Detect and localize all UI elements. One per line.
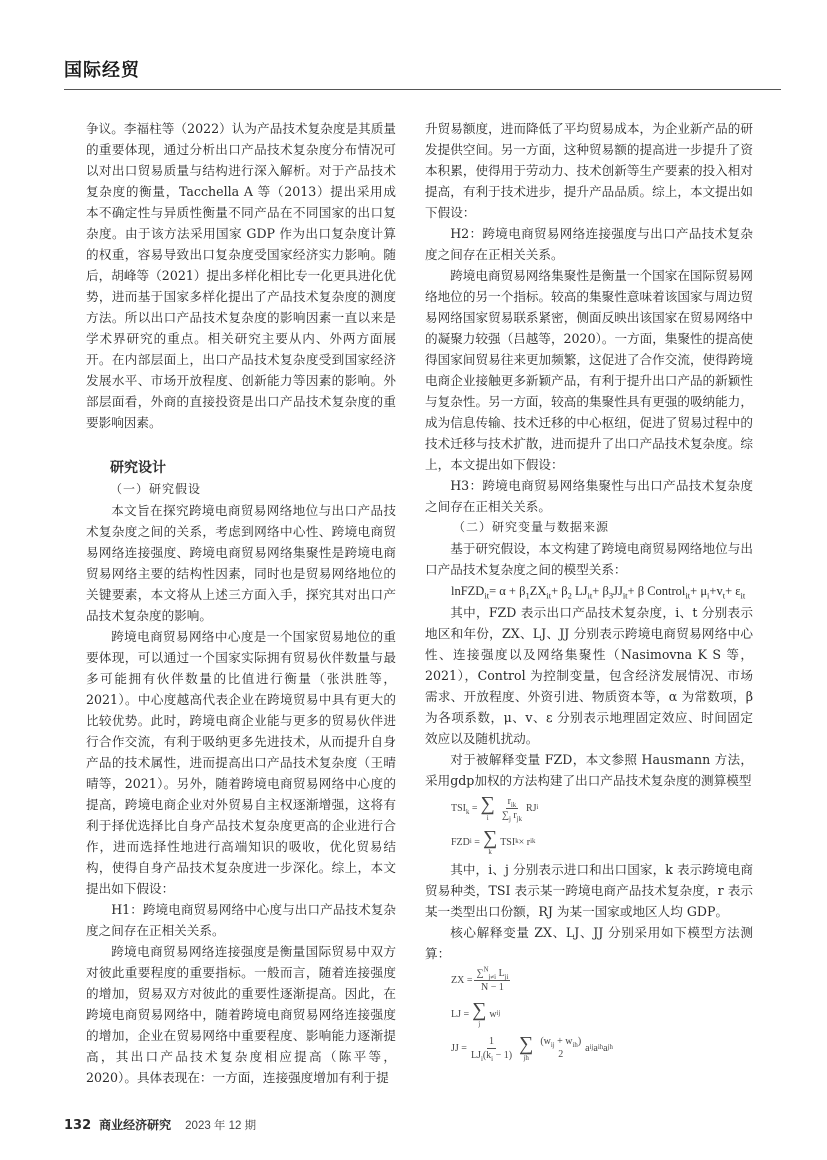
sum-symbol: ∑ k (482, 827, 498, 856)
zx-equation: ZX = $\frac{\sum^N_{j\ne i} L_{ji}}{N - 1}$ (451, 966, 509, 993)
left-column (86, 118, 396, 1088)
equation-term: = α + β (489, 584, 526, 598)
subsection-heading: （一）研究假设 (110, 482, 202, 496)
equation-subscript: it (546, 590, 552, 601)
equation-subscript: it (685, 590, 691, 601)
right-column (425, 118, 753, 1065)
paragraph: 升贸易额度，进而降低了平均贸易成本，为企业新产品的研发提供空间。另一方面，这种贸易额的提高进一步提升了资本积累，使得用于劳动力、技术创新等生产要素的投入相对提高，有利于技术进步，提升产品品质。综上，本文提出如下假设： (425, 121, 753, 220)
fraction: $\frac{1}{LJ_i(k_i - 1)}$ (470, 1035, 513, 1063)
tsi-equation: $TSI_k$ = ∑ i $\frac{r_{ik}}{\sum_j r_{jk}}$ RJ i (451, 793, 539, 823)
equation-term: + ε (725, 584, 741, 598)
equation-subscript: it (587, 590, 593, 601)
equation-subscript: t (722, 590, 726, 601)
fraction: $\frac{\sum^N_{j\ne i} L_{ji}}{N - 1}$ (476, 966, 509, 993)
hypothesis-h1: H1：跨境电商贸易网络中心度与出口产品技术复杂度之间存在正相关关系。 (86, 902, 396, 938)
equation-term: + μ (690, 584, 708, 598)
equation-subscript: it (740, 590, 746, 601)
hypothesis-h2: H2：跨境电商贸易网络连接强度与出口产品技术复杂度之间存在正相关关系。 (425, 226, 753, 262)
issue-label: 2023 年 12 期 (185, 1120, 257, 1132)
fraction: $(w_{ij} + w_{ih})$ 2 (540, 1036, 582, 1060)
fraction: $\frac{r_{ik}}{\sum_j r_{jk}}$ (501, 795, 522, 823)
equation-subscript: it (484, 590, 490, 601)
columns (0, 118, 827, 1108)
subsection-heading: （二）研究变量与数据来源 (453, 520, 610, 534)
section-heading: 研究设计 (110, 460, 166, 476)
sum-symbol: ∑ i (480, 793, 495, 822)
equation-term: +v (709, 584, 723, 598)
paragraph: 争议。李福柱等（2022）认为产品技术复杂度是其质量的重要体现，通过分析出口产品技术复杂度分布情况可以对出口贸易质量与结构进行深入解析。对于产品技术复杂度的衡量，Tacchella A 等（2013）提出采用成本不确定性与异质性衡量不同产品在不同国家的出口复杂度。由于该方法采用国家 GDP 作为出口复杂度计算的权重，容易导致出口复杂度受国家经济实力影响。随后，胡峰等（2021）提出多样化相比专一化更具进化优势，进而基于国家多样化提出了产品技术复杂度的测度方法。所以出口产品技术复杂度的影响因素一直以来是学术界研究的重点。相关研究主要从内、外两方面展开。在内部层面上，出口产品技术复杂度受到国家经济发展水平、市场开放程度、创新能力等因素的影响。外部层面看，外商的直接投资是出口产品技术复杂度的重要影响因素。 (86, 121, 396, 430)
sum-symbol: ∑ j (472, 999, 487, 1028)
equation-subscript: 3 (608, 590, 614, 601)
equation-term: ZX (529, 584, 547, 598)
equation-subscript: it (622, 590, 628, 601)
equation-term: + β (592, 584, 609, 598)
paragraph: 核心解释变量 ZX、LJ、JJ 分别采用如下模型方法测算： (425, 925, 753, 961)
paragraph: 基于研究假设，本文构建了跨境电商贸易网络地位与出口产品技术复杂度之间的模型关系： (425, 541, 753, 577)
equation-subscript: 2 (567, 590, 572, 601)
jj-equation: JJ = $\frac{1}{LJ_i(k_i - 1)}$ ∑ jh $(w_{ij} + w_{ih})$ 2 a ij a ih a jh (451, 1033, 613, 1063)
section-header: 国际经贸 (64, 60, 140, 81)
equation-term: JJ (613, 584, 623, 598)
hypothesis-h3: H3：跨境电商贸易网络集聚性与出口产品技术复杂度之间存在正相关关系。 (425, 478, 753, 514)
equation-term: lnFZD (451, 584, 485, 598)
equation-term: LJ (571, 584, 588, 598)
equation-subscript: i (707, 590, 710, 601)
paragraph: 跨境电商贸易网络集聚性是衡量一个国家在国际贸易网络地位的另一个指标。较高的集聚性意味着该国家与周边贸易网络国家贸易联系紧密，侧面反映出该国家在贸易网络中的凝聚力较强（吕越等，2020）。一方面，集聚性的提高使得国家间贸易往来更加频繁，这促进了合作交流，使得跨境电商企业接触更多新颖产品，有利于提升出口产品的新颖性与复杂性。另一方面，较高的集聚性具有更强的吸纳能力，成为信息传输、技术迁移的中心枢纽，促进了贸易过程中的技术迁移与技术扩散，进而提升了出口产品技术复杂度。综上，本文提出如下假设： (425, 268, 754, 472)
paragraph: 本文旨在探究跨境电商贸易网络地位与出口产品技术复杂度之间的关系，考虑到网络中心性、跨境电商贸易网络连接强度、跨境电商贸易网络集聚性是跨境电商贸易网络主要的结构性因素，同时也是贸易网络地位的关键要素，本文将从上述三方面入手，探究其对出口产品技术复杂度的影响。 (86, 503, 396, 623)
equation-term: + β (551, 584, 568, 598)
page-footer (64, 1116, 827, 1133)
journal-name: 商业经济研究 (99, 1118, 172, 1132)
fzd-equation: FZD i = ∑ k TSI k × r ik (451, 827, 536, 856)
eq-lhs: $TSI_k$ (451, 802, 470, 816)
page-number: 132 (64, 1118, 92, 1133)
paragraph: 跨境电商贸易网络中心度是一个国家贸易地位的重要体现，可以通过一个国家实际拥有贸易伙伴数量与最多可能拥有伙伴数量的比值进行衡量（张洪胜等，2021）。中心度越高代表企业在跨境贸易中具有更大的比较优势。此时，跨境电商企业能与更多的贸易伙伴进行合作交流，有利于吸纳更多先进技术，从而提升自身产品的技术属性，进而提高出口产品技术复杂度（王晴晴等，2021）。另外，随着跨境电商贸易网络中心度的提高，跨境电商企业对外贸易自主权逐渐增强，这将有利于择优选择比自身产品技术复杂度更高的企业进行合作，进而选择性地进行高端知识的吸收，优化贸易结构，使得自身产品技术复杂度进一步深化。综上，本文提出如下假设： (86, 629, 396, 896)
sum-symbol: ∑ jh (519, 1033, 534, 1062)
page-body (0, 118, 827, 1133)
model-equation (425, 580, 753, 602)
paragraph: 对于被解释变量 FZD，本文参照 Hausmann 方法，采用gdp加权的方法构建了出口产品技术复杂度的测算模型 (425, 752, 753, 788)
paragraph: 其中，FZD 表示出口产品技术复杂度，i、t 分别表示地区和年份，ZX、LJ、JJ 分别表示跨境电商贸易网络中心性、连接强度以及网络集聚性（Nasimovna K S 等，2021），Control 为控制变量，包含经济发展情况、市场需求、开放程度、外资引进、物质资本等，α 为常数项，β 为各项系数，μ、v、ε 分别表示地理固定效应、时间固定效应以及随机扰动。 (425, 605, 753, 746)
equation-subscript: 1 (525, 590, 530, 601)
equation-term: + β Control (627, 584, 686, 598)
lj-equation: LJ = ∑ j w ij (451, 999, 501, 1028)
paragraph: 跨境电商贸易网络连接强度是衡量国际贸易中双方对彼此重要程度的重要指标。一般而言，随着连接强度的增加，贸易双方对彼此的重要性逐渐提高。因此，在跨境电商贸易网络中，随着跨境电商贸易网络连接强度的增加，企业在贸易网络中重要程度、影响能力逐渐提高，其出口产品技术复杂度相应提高（陈平等，2020）。具体表现在：一方面，连接强度增加有利于提 (86, 944, 396, 1085)
header-rule (64, 89, 781, 90)
paragraph: 其中，i、j 分别表示进口和出口国家，k 表示跨境电商贸易种类，TSI 表示某一跨境电商产品技术复杂度，r 表示某一类型出口份额，RJ 为某一国家或地区人均 GDP。 (425, 862, 753, 919)
